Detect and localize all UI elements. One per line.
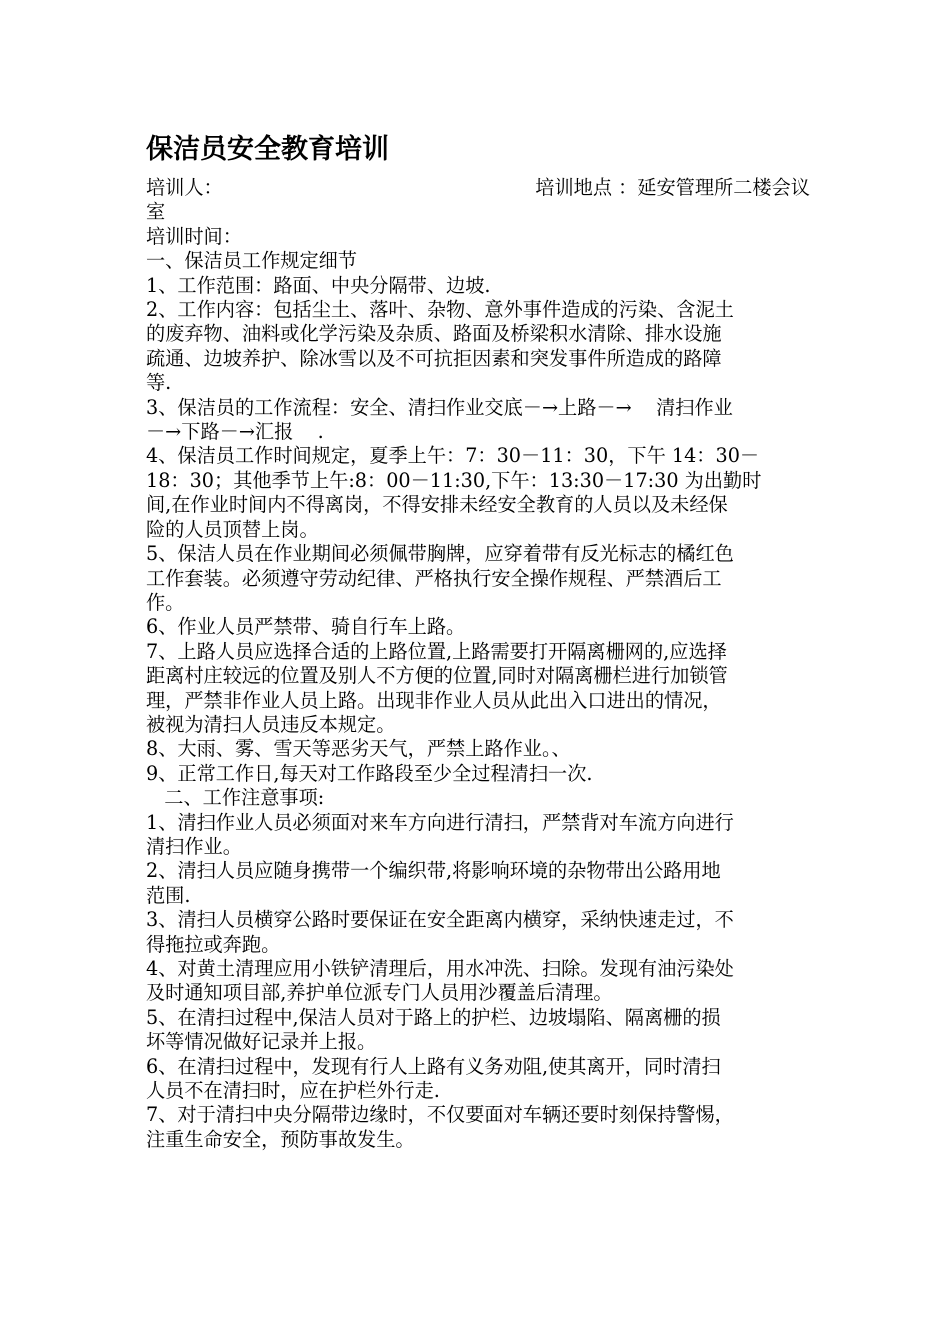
section2-items <box>146 811 810 1153</box>
text-line: 坏等情况做好记录并上报。 <box>146 1030 377 1054</box>
text-line: 间,在作业时间内不得离岗，不得安排未经安全教育的人员以及未经保 <box>146 493 728 517</box>
list-item <box>146 444 810 542</box>
list-item <box>146 1103 810 1152</box>
list-item <box>146 1006 810 1055</box>
list-item <box>146 298 810 396</box>
text-line: 理，严禁非作业人员上路。出现非作业人员从此出入口进出的情况， <box>146 688 722 712</box>
text-line: 的废弃物、油料或化学污染及杂质、路面及桥梁积水清除、排水设施 <box>146 322 722 346</box>
text-line: 1、清扫作业人员必须面对来车方向进行清扫，严禁背对车流方向进行 <box>146 810 734 834</box>
text-line: 被视为清扫人员违反本规定。 <box>146 712 396 736</box>
section1-items <box>146 274 810 787</box>
document-page <box>146 128 810 1152</box>
text-line: 工作套装。必须遵守劳动纪律、严格执行安全操作规程、严禁酒后工 <box>146 566 722 590</box>
text-line: 人员不在清扫时，应在护栏外行走. <box>146 1079 440 1103</box>
list-item <box>146 859 810 908</box>
list-item <box>146 640 810 738</box>
section2-heading: 二、工作注意事项: <box>146 786 325 810</box>
text-line: 5、保洁人员在作业期间必须佩带胸牌，应穿着带有反光标志的橘红色 <box>146 542 734 566</box>
text-line: 范围. <box>146 883 191 907</box>
list-item <box>146 762 810 786</box>
time-label: 培训时间： <box>146 224 242 248</box>
text-line: 1、工作范围：路面、中央分隔带、边坡. <box>146 273 491 297</box>
text-line: 4、对黄土清理应用小铁铲清理后，用水冲洗、扫除。发现有油污染处 <box>146 957 734 980</box>
text-line: 6、在清扫过程中，发现有行人上路有义务劝阻,使其离开，同时清扫 <box>146 1054 721 1078</box>
section1-heading: 一、保洁员工作规定细节 <box>146 249 358 273</box>
text-line: 得拖拉或奔跑。 <box>146 932 281 956</box>
text-line: 3、清扫人员横穿公路时要保证在安全距离内横穿，采纳快速走过，不 <box>146 908 734 932</box>
document-title: 保洁员安全教育培训 <box>146 134 389 165</box>
text-line: 2、清扫人员应随身携带一个编织带,将影响环境的杂物带出公路用地 <box>146 859 721 883</box>
location-label: 培训地点 ：延安管理所二楼会议 <box>535 176 810 199</box>
text-line: 5、在清扫过程中,保洁人员对于路上的护栏、边坡塌陷、隔离栅的损 <box>146 1005 721 1029</box>
text-line: 及时通知项目部,养护单位派专门人员用沙覆盖后清理。 <box>146 981 613 1005</box>
text-line: 3、保洁员的工作流程：安全、清扫作业交底－→上路－→ 清扫作业 <box>146 395 733 419</box>
list-item <box>146 1055 810 1104</box>
list-item <box>146 615 810 639</box>
header-trainer-location <box>146 176 810 200</box>
location-wrap: 室 <box>146 200 166 224</box>
list-item <box>146 957 810 1006</box>
trainer-label: 培训人： <box>146 176 223 199</box>
list-item <box>146 908 810 957</box>
text-line: 清扫作业。 <box>146 834 242 858</box>
list-item <box>146 274 810 298</box>
text-line: 9、正常工作日,每天对工作路段至少全过程清扫一次. <box>146 761 593 785</box>
text-line: 距离村庄较远的位置及别人不方便的位置,同时对隔离栅栏进行加锁管 <box>146 664 728 688</box>
text-line: 等. <box>146 371 172 395</box>
text-line: 注重生命安全，预防事故发生。 <box>146 1127 415 1151</box>
text-line: 险的人员顶替上岗。 <box>146 517 319 541</box>
text-line: 2、工作内容：包括尘土、落叶、杂物、意外事件造成的污染、含泥土 <box>146 298 734 322</box>
list-item <box>146 811 810 860</box>
text-line: 6、作业人员严禁带、骑自行车上路。 <box>146 615 466 639</box>
text-line: 8、大雨、雾、雪天等恶劣天气，严禁上路作业。、 <box>146 737 571 761</box>
text-line: －→下路－→汇报 . <box>146 420 324 444</box>
text-line: 18：30；其他季节上午:8：00－11:30,下午：13:30－17:30 为出勤时 <box>146 468 762 492</box>
text-line: 作。 <box>146 590 185 614</box>
list-item <box>146 737 810 761</box>
text-line: 疏通、边坡养护、除冰雪以及不可抗拒因素和突发事件所造成的路障 <box>146 346 722 370</box>
text-line: 7、对于清扫中央分隔带边缘时，不仅要面对车辆还要时刻保持警惕， <box>146 1103 734 1127</box>
list-item <box>146 396 810 445</box>
text-line: 4、保洁员工作时间规定，夏季上午：7：30－11：30，下午 14：30－ <box>146 444 760 468</box>
document-body <box>146 176 810 1152</box>
list-item <box>146 542 810 615</box>
text-line: 7、上路人员应选择合适的上路位置,上路需要打开隔离栅网的,应选择 <box>146 639 727 663</box>
